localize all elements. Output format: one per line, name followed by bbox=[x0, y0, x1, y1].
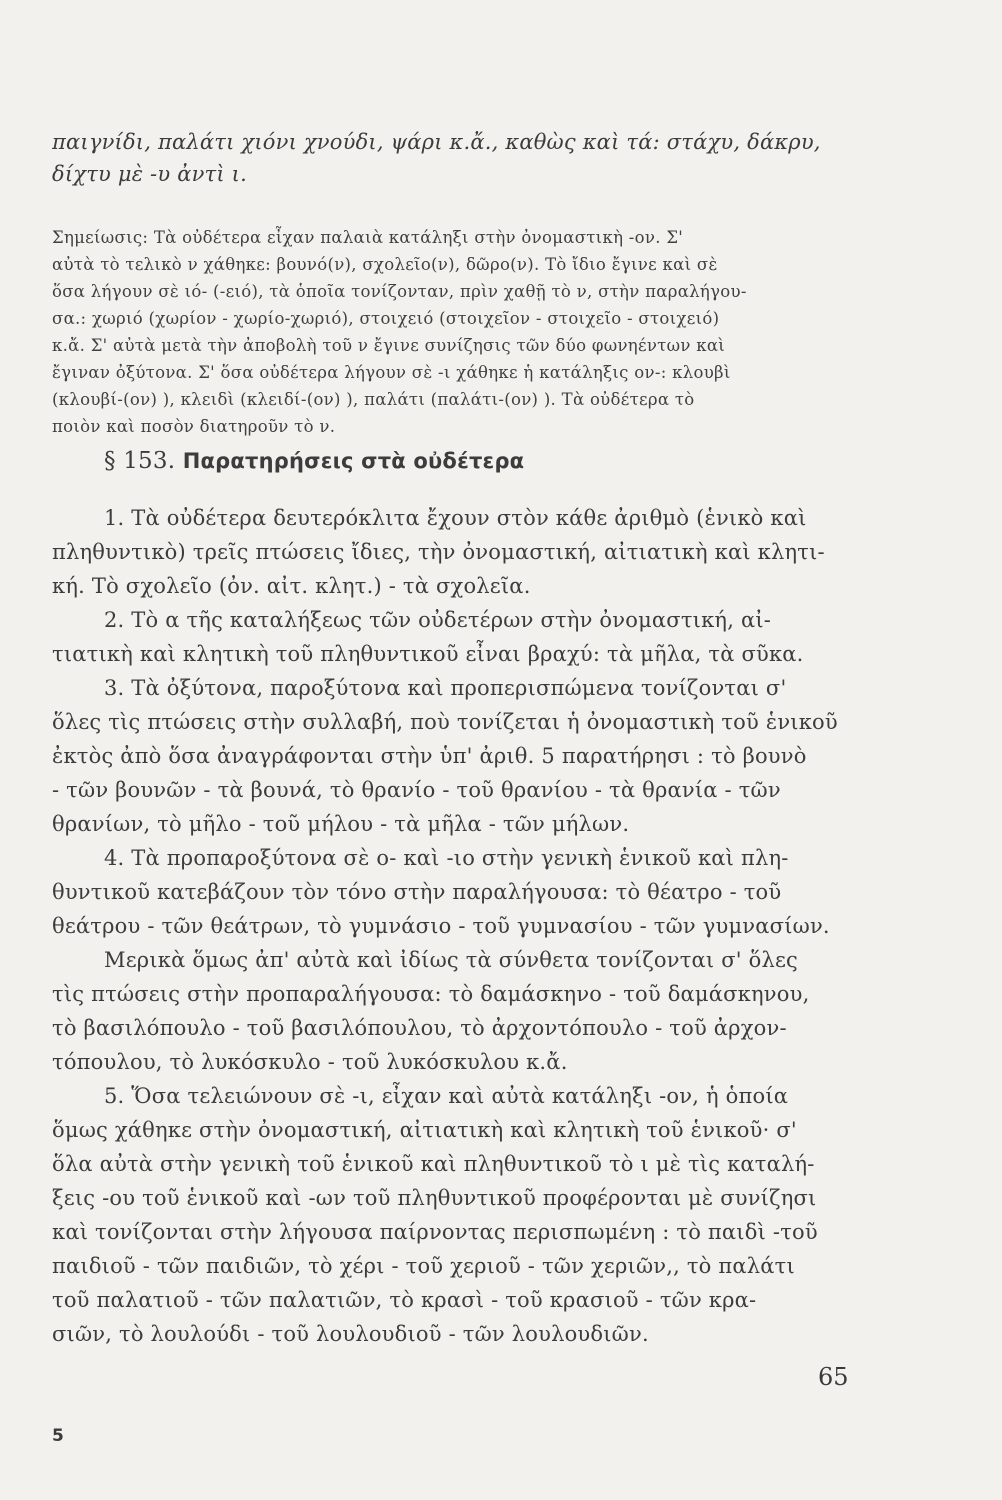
text-line: παιδιοῦ - τῶν παιδιῶν, τὸ χέρι - τοῦ χεριοῦ - τῶν χεριῶν,, τὸ παλάτι bbox=[52, 1254, 795, 1278]
text-line: 1. Τὰ οὐδέτερα δευτερόκλιτα ἔχουν στὸν κάθε ἀριθμὸ (ἑνικὸ καὶ bbox=[104, 506, 807, 530]
section-number: § 153. bbox=[104, 448, 176, 474]
text-line: ὅμως χάθηκε στὴν ὀνομαστική, αἰτιατικὴ καὶ κλητικὴ τοῦ ἑνικοῦ· σ' bbox=[52, 1118, 797, 1142]
text-line: θυντικοῦ κατεβάζουν τὸν τόνο στὴν παραλήγουσα: τὸ θέατρο - τοῦ bbox=[52, 880, 782, 904]
text-line: ὅλες τὶς πτώσεις στὴν συλλαβή, ποὺ τονίζεται ἡ ὀνομαστικὴ τοῦ ἑνικοῦ bbox=[52, 710, 838, 734]
text-line: τὶς πτώσεις στὴν προπαραλήγουσα: τὸ δαμάσκηνο - τοῦ δαμάσκηνου, bbox=[52, 982, 810, 1006]
text-line: 3. Τὰ ὀξύτονα, παροξύτονα καὶ προπερισπώμενα τονίζονται σ' bbox=[104, 676, 787, 700]
section-title: Παρατηρήσεις στὰ οὐδέτερα bbox=[182, 449, 525, 473]
text-line: παιγνίδι, παλάτι χιόνι χνούδι, ψάρι κ.ἄ., καθὼς καὶ τά: στάχυ, δάκρυ, bbox=[52, 130, 821, 154]
text-line: - τῶν βουνῶν - τὰ βουνά, τὸ θρανίο - τοῦ θρανίου - τὰ θρανία - τῶν bbox=[52, 778, 781, 802]
text-line: 2. Τὸ α τῆς καταλήξεως τῶν οὐδετέρων στὴν ὀνομαστική, αἰ- bbox=[104, 608, 772, 632]
text-line: σιῶν, τὸ λουλούδι - τοῦ λουλουδιοῦ - τῶν λουλουδιῶν. bbox=[52, 1322, 649, 1346]
note-line: Σημείωσις: Τὰ οὐδέτερα εἶχαν παλαιὰ κατάληξι στὴν ὀνομαστικὴ -ον. Σ' bbox=[52, 228, 684, 247]
text-line: πληθυντικὸ) τρεῖς πτώσεις ἴδιες, τὴν ὀνομαστική, αἰτιατικὴ καὶ κλητι- bbox=[52, 540, 825, 564]
text-line: τοῦ παλατιοῦ - τῶν παλατιῶν, τὸ κρασὶ - τοῦ κρασιοῦ - τῶν κρα- bbox=[52, 1288, 757, 1312]
text-line: θρανίων, τὸ μῆλο - τοῦ μήλου - τὰ μῆλα - τῶν μήλων. bbox=[52, 812, 630, 836]
text-line: δίχτυ μὲ -υ ἀντὶ ι. bbox=[52, 162, 247, 186]
note-line: ὅσα λήγουν σὲ ιό- (-ειό), τὰ ὁποῖα τονίζονταν, πρὶν χαθῇ τὸ ν, στὴν παραλήγου- bbox=[52, 282, 747, 301]
signature-mark: 5 bbox=[52, 1426, 64, 1446]
text-line: κή. Τὸ σχολεῖο (ὀν. αἰτ. κλητ.) - τὰ σχολεῖα. bbox=[52, 574, 531, 598]
note-line: κ.ἄ. Σ' αὐτὰ μετὰ τὴν ἀποβολὴ τοῦ ν ἔγινε συνίζησις τῶν δύο φωνηέντων καὶ bbox=[52, 336, 726, 355]
page-number: 65 bbox=[818, 1363, 849, 1391]
text-line: τόπουλου, τὸ λυκόσκυλο - τοῦ λυκόσκυλου κ.ἄ. bbox=[52, 1050, 568, 1074]
note-line: (κλουβί-(ον) ), κλειδὶ (κλειδί-(ον) ), παλάτι (παλάτι-(ον) ). Τὰ οὐδέτερα τὸ bbox=[52, 390, 695, 409]
section-heading bbox=[104, 447, 804, 475]
text-line: 5. Ὅσα τελειώνουν σὲ -ι, εἶχαν καὶ αὐτὰ κατάληξι -ον, ἡ ὁποία bbox=[104, 1084, 789, 1108]
note-line: σα.: χωριό (χωρίον - χωρίο-χωριό), στοιχειό (στοιχεῖον - στοιχεῖο - στοιχειό) bbox=[52, 309, 720, 328]
text-line: Μερικὰ ὅμως ἀπ' αὐτὰ καὶ ἰδίως τὰ σύνθετα τονίζονται σ' ὅλες bbox=[104, 948, 799, 972]
text-line: καὶ τονίζονται στὴν λήγουσα παίρνοντας περισπωμένη : τὸ παιδὶ -τοῦ bbox=[52, 1220, 818, 1244]
note-line: ποιὸν καὶ ποσὸν διατηροῦν τὸ ν. bbox=[52, 417, 336, 436]
note-line: αὐτὰ τὸ τελικὸ ν χάθηκε: βουνό(ν), σχολεῖο(ν), δῶρο(ν). Τὸ ἴδιο ἔγινε καὶ σὲ bbox=[52, 255, 718, 274]
text-line: τὸ βασιλόπουλο - τοῦ βασιλόπουλου, τὸ ἀρχοντόπουλο - τοῦ ἀρχον- bbox=[52, 1016, 787, 1040]
text-line: 4. Τὰ προπαροξύτονα σὲ ο- καὶ -ιο στὴν γενικὴ ἑνικοῦ καὶ πλη- bbox=[104, 846, 789, 870]
note-line: ἔγιναν ὀξύτονα. Σ' ὅσα οὐδέτερα λήγουν σὲ -ι χάθηκε ἡ κατάληξις ον-: κλουβὶ bbox=[52, 363, 731, 382]
text-line: τιατικὴ καὶ κλητικὴ τοῦ πληθυντικοῦ εἶναι βραχύ: τὰ μῆλα, τὰ σῦκα. bbox=[52, 642, 804, 666]
text-line: ξεις -ου τοῦ ἑνικοῦ καὶ -ων τοῦ πληθυντικοῦ προφέρονται μὲ συνίζησι bbox=[52, 1186, 817, 1210]
text-line: ὅλα αὐτὰ στὴν γενικὴ τοῦ ἑνικοῦ καὶ πληθυντικοῦ τὸ ι μὲ τὶς καταλή- bbox=[52, 1152, 815, 1176]
text-line: ἐκτὸς ἀπὸ ὅσα ἀναγράφονται στὴν ὑπ' ἀριθ. 5 παρατήρησι : τὸ βουνὸ bbox=[52, 744, 807, 768]
text-line: θεάτρου - τῶν θεάτρων, τὸ γυμνάσιο - τοῦ γυμνασίου - τῶν γυμνασίων. bbox=[52, 914, 830, 938]
